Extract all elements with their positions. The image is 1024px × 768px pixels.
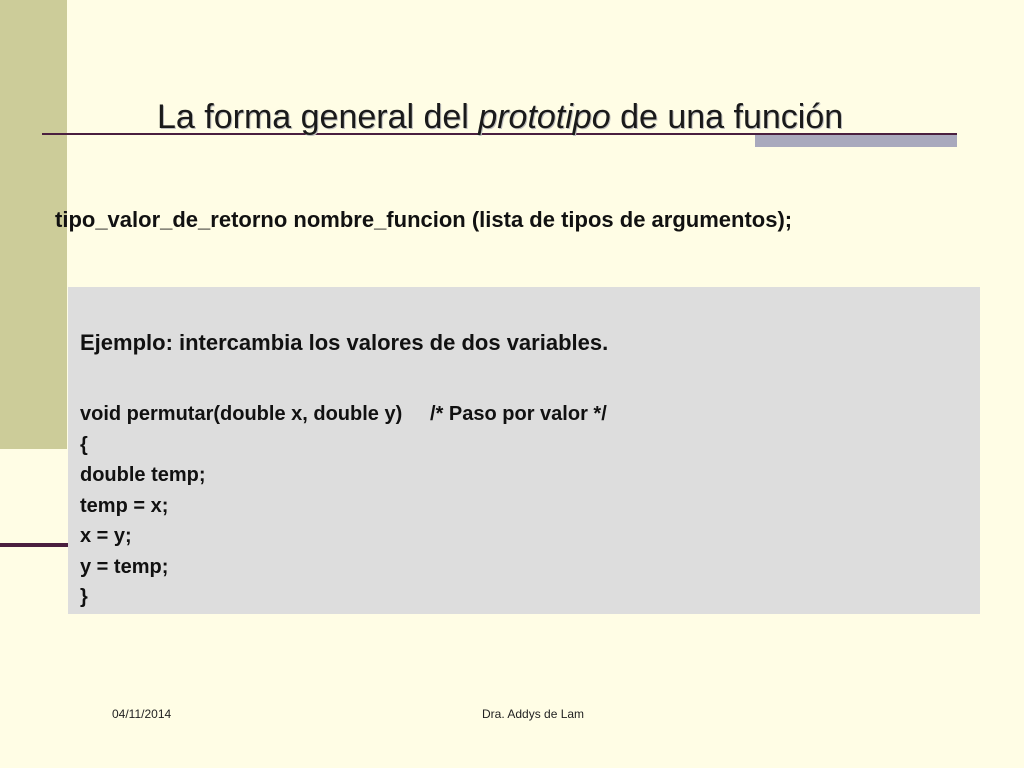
title-text-start: La forma general del	[157, 98, 479, 136]
footer-date: 04/11/2014	[112, 707, 172, 721]
code-line: void permutar(double x, double y) /* Paso por valor */	[80, 403, 607, 425]
accent-line	[0, 543, 68, 547]
example-box	[68, 287, 980, 614]
title-emphasis: prototipo	[478, 98, 611, 136]
example-heading: Ejemplo: intercambia los valores de dos variables.	[80, 330, 609, 355]
slide-title	[157, 95, 977, 139]
code-line: temp = x;	[80, 494, 169, 517]
code-line: {	[80, 433, 88, 456]
prototype-syntax: tipo_valor_de_retorno nombre_funcion (lista de tipos de argumentos);	[55, 207, 793, 232]
code-line: double temp;	[80, 464, 206, 486]
footer-author: Dra. Addys de Lam	[482, 707, 585, 721]
code-line: x = y;	[80, 525, 132, 547]
code-block	[80, 399, 607, 613]
code-line: }	[80, 586, 88, 608]
code-line: y = temp;	[80, 555, 169, 578]
title-text-end: de una función	[610, 98, 844, 136]
